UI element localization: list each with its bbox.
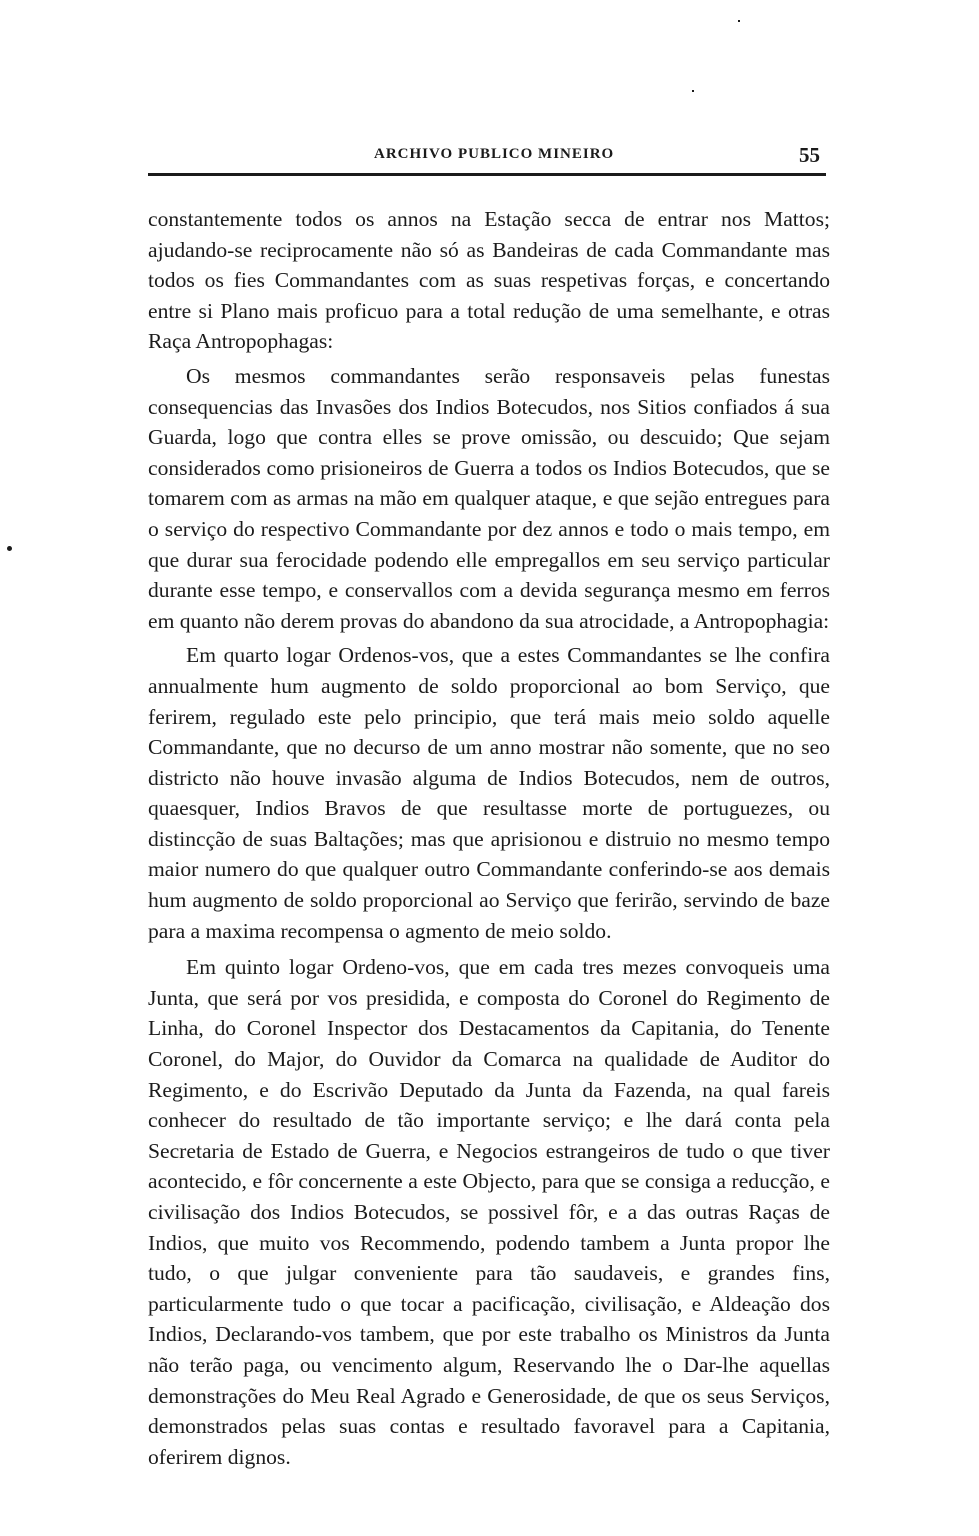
paragraph-quarto-logar: Em quarto logar Ordenos-vos, que a estes Commandantes se lhe confira annualmente hum augmento de soldo proporcional ao bom Serviço, que ferirem, regulado este pelo principio, que terá mais meio soldo aquelle Commandante, que no decurso de um anno mostrar não somente, que no seo districto não houve invasão alguma de Indios Botecudos, nem de outros, quaesquer, Indios Bravos de que resultasse morte de portuguezes, ou distincção de suas Baltações; mas que aprisionou e distruio no mesmo tempo maior numero do que qualquer outro Commandante conferindo-se aos demais hum augmento de soldo proporcional ao Serviço que ferirão, servindo de baze para a maxima recompensa o agmento de meio soldo. bbox=[148, 643, 830, 943]
body-text bbox=[148, 204, 830, 1476]
page-header bbox=[150, 143, 830, 172]
print-speck bbox=[738, 20, 740, 22]
paragraph-commandantes-responsaveis: Os mesmos commandantes serão responsaveis pelas funestas consequencias das Invasões dos Indios Botecudos, nos Sitios confiados á sua Guarda, logo que contra elles se prove omissão, ou descuido; Que sejam considerados como prisioneiros de Guerra a todos os Indios Botecudos, que se tomarem com as armas na mão em qualquer ataque, e que sejão entregues para o serviço do respectivo Commandante por dez annos e todo o mais tempo, em que durar sua ferocidade podendo elle empregallos em seu serviço particular durante esse tempo, e conservallos com a devida segurança mesmo em ferros em quanto não derem provas do abandono da sua atrocidade, a Antropophagia: bbox=[148, 363, 830, 633]
paragraph-continuation: constantemente todos os annos na Estação secca de entrar nos Mattos; ajudando-se reciprocamente não só as Bandeiras de cada Commandante mas todos os fies Commandantes com as suas respetivas forças, e concertando entre si Plano mais proficuo para a total redução de uma semelhante, e otras Raça Antropophagas: bbox=[148, 207, 830, 354]
paragraph-quinto-logar: Em quinto logar Ordeno-vos, que em cada tres mezes convoqueis uma Junta, que será por vos presidida, e composta do Coronel do Regimento de Linha, do Coronel Inspector dos Destacamentos da Capitania, do Tenente Coronel, do Major, do Ouvidor da Comarca na qualidade de Auditor do Regimento, e do Escrivão Deputado da Junta da Fazenda, na qual fareis conhecer do resultado de tão importante serviço; e lhe dará conta pela Secretaria de Estado de Guerra, e Negocios estrangeiros de tudo o que tiver acontecido, e fôr concernente a este Objecto, para que se consiga a reducção, e civilisação dos Indios Botecudos, se possivel fôr, e a das outras Raças de Indios, que muito vos Recommendo, podendo tambem a Junta propor lhe tudo, o que julgar conveniente para tão saudaveis, e grandes fins, particularmente tudo o que tocar a pacificação, civilisação, e Aldeação dos Indios, Declarando-vos tambem, que por este trabalho os Ministros da Junta não terão paga, ou vencimento algum, Reservando lhe o Dar-lhe aquellas demonstrações do Meu Real Agrado e Generosidade, de que os seus Serviços, demonstrados pelas suas contas e resultado favoravel para a Capitania, oferirem dignos. bbox=[148, 955, 830, 1469]
header-rule bbox=[148, 173, 826, 176]
print-speck bbox=[7, 546, 12, 551]
print-speck bbox=[692, 90, 694, 92]
page-number: 55 bbox=[799, 143, 820, 167]
running-title: ARCHIVO PUBLICO MINEIRO bbox=[374, 146, 615, 162]
